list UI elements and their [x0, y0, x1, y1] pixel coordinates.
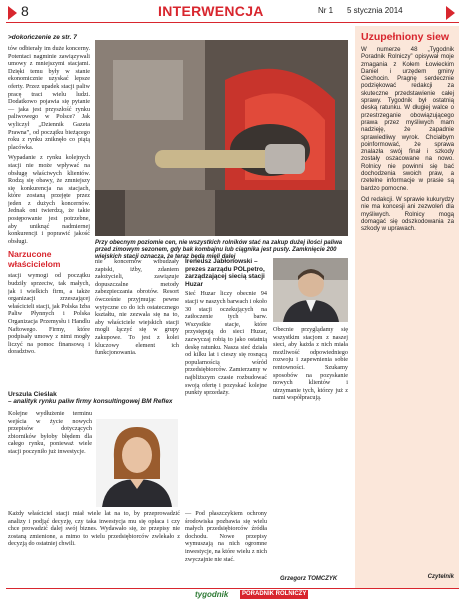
woman-portrait-photo [96, 419, 178, 507]
section-title: INTERWENCJA [158, 3, 264, 19]
interviewee-lead: Ireneusz Jabłonowski – prezes zarządu POLpetro, zarządzającej siecią stacji Huzar [185, 258, 265, 288]
paragraph: Wypadanie z rynku kolejnych stacji nie może wpływać na obsługę właściwych klientów. Rodzą się obawy, że zmniejszy się konkurencja na stacjach, które zostaną przejęte przez jeden z dużych koncernów. Jednak oni twierdzą, że takie postępowanie jest potrzebne, aby uniknąć nadmiernej konkurencji i poprawić jakość obsługi. [8, 154, 90, 245]
footer-brand: tygodnik [195, 590, 229, 599]
expert-quote: Kolejne wydłużenie terminu wejścia w życie nowych przepisów dotyczących zbiorników byłoby błędem dla całego rynku, ponieważ wiele stacji poczyniło już inwestycje. [8, 410, 92, 455]
paragraph: stacji wymogi od początku budziły sprzeciw, tak małych, jak i wielkich firm, a także organizacji zrzeszającej właścicieli stacji, jak Polska Izba Paliw Płynnych i Polska Organizacja Przemysłu i Handlu Naftowego. Firmy, które podpisały umowy z nimi mogły liczyć na pomoc finansową i doradztwo. [8, 272, 90, 356]
article-column-1 [8, 45, 90, 385]
sidebar-title: Uzupełniony siew [361, 31, 450, 43]
man-portrait-illustration [273, 258, 348, 322]
page-header [0, 0, 465, 26]
man-portrait-photo [273, 258, 348, 322]
reader-letter-sidebar [355, 26, 459, 588]
article-column-3 [273, 258, 348, 586]
main-photo-wrapper [95, 40, 348, 236]
article-column-2a: nie koncernów wibudzały zapiski, iżby, zdaniem założycieli, zawiązuje dopuszczalne metody zabezpieczania obrotów. Resort ówcześnie przyjmując pewne wytyczne co do ich ostatecznego kształtu, nie zezwala się na to, aby właściciele wiejskich stacji mogli łączyć się w grupy zakupowe. To jest z kolei kluczowy element ich funkcjonowania. [95, 258, 179, 357]
sidebar-signature: Czytelnik [427, 574, 454, 580]
author-signature: Grzegorz TOMCZYK [280, 576, 338, 582]
expert-name: Urszula Cieślak [8, 391, 57, 398]
subheading: Narzucone właścicielom [8, 249, 61, 270]
red-flag-icon [8, 6, 17, 20]
footer-brand-badge: PORADNIK ROLNICZY [242, 591, 307, 597]
red-flag-icon-right [446, 6, 455, 20]
footer-rule [6, 588, 459, 589]
sidebar-body [361, 46, 454, 546]
article-column-2-bottom: — Pod płaszczykiem ochrony środowiska pozbawia się wielu małych przedsiębiorców źródła dochodu. Nowe przepisy wymuszają na nich ogromne inwestycje, na które wielu z nich zwyczajnie nie stać. [185, 510, 267, 563]
continuation-note: >dokończenie ze str. 7 [8, 34, 77, 41]
fuel-pump-photo [95, 40, 348, 236]
issue-date: 5 stycznia 2014 [347, 6, 403, 15]
interview-body: Sieć Huzar liczy obecnie 94 stacji w naszych barwach i około 30 stacji oczekujących na zatłoczenie tych barw. Wszystkie stacje, które przystępują do sieci Huzar, zazwyczaj robią to jako ostatnią deskę ratunku. Nasza sieć działa od kilku lat i cieszy się rosnącą popularnością wśród przedsiębiorców. Zamierzamy w najbliższym czasie rozbudować swoją ofertę i pozyskać kolejne punkty sprzedaży. [185, 290, 267, 397]
woman-portrait-illustration [96, 419, 178, 507]
sidebar-paragraph: W numerze 48 „Tygodnik Poradnik Rolniczy” opisywał moje zmagania z Kołem Łowieckim Daniel i urzędem gminy Ciechocin. Pragnę serdecznie podziękować redakcji za skuteczne przedstawienie całej sprawy. Tygodnik był ostatnią deską ratunku. W długiej walce o przestrzeganie obowiązującego prawa przez myśliwych mam nadzieję, że zapadnie sprawiedliwy wyrok. Chciałbym poinformować, że sprawa znalazła swój finał i szkody zostały oszacowane na nowo. Rolnicy nie powinni się bać dochodzenia swoich praw, a rzetelne informacje w prasie są bardzo pomocne. [361, 46, 454, 192]
paragraph: tów odbierały im duże koncerny. Potentaci nagminie zawiązywali umowy z mniejszymi stacjami. Dzięki temu były w stanie ekonomicznie uzyskać lepsze oferty. Przez upadek stacji paliw pracę traci wielu ludzi. Dodatkowo pojawia się pytanie — jaka jest przyszłość rynku paliwowego w Polsce? Jak wyliczył „Dziennik Gazeta Prawna”, od początku bieżącego roku z rynku zniknęło co piątą placówka. [8, 45, 90, 151]
expert-quote-continued: Każdy właściciel stacji miał wiele lat na to, by przeprowadzić analizy i podjąć decyzję, czy taka inwestycja mu się opłaca i czy chce prowadzić dalej swój biznes. Wydawało się, że przepisy nie zostaną zmienione, a mimo to wielu przedsiębiorców zwlekało z decyzją do ostatniej chwili. [8, 510, 180, 548]
page-footer [0, 588, 465, 600]
paragraph: Obecnie przyglądamy się wszystkim stacjom z naszej sieci, aby każda z nich miała możliwość odpowiedniego rozwoju i zapewnienia sobie rentowności. Szukamy sposobów na pozyskanie nowych klientów i utrzymanie tych, którzy już z nami współpracują. [273, 326, 348, 402]
expert-role: – analityk rynku paliw firmy konsultingowej BM Reflex [8, 398, 173, 405]
fuel-pump-illustration [95, 40, 348, 236]
photo-caption: Przy obecnym poziomie cen, nie wszystkich rolników stać na zakup dużej ilości paliwa przed zimowym sezonem, gdy bak kombajnu lub ciągnika jest pusty. Zamknięcie 200 wiejskich stacji oznacza, że teraz będą mieli dalej [95, 240, 343, 260]
editor-note: Od redakcji. W sprawie kukurydzy nie ma koncesji ani zezwoleń dla myśliwych. Rolnicy mogą domagać się odszkodowania za szkody w uprawach. [361, 195, 454, 233]
header-rule [6, 22, 459, 23]
issue-number: Nr 1 [318, 6, 334, 15]
expert-bio [8, 391, 180, 405]
page-number: 8 [21, 3, 29, 19]
